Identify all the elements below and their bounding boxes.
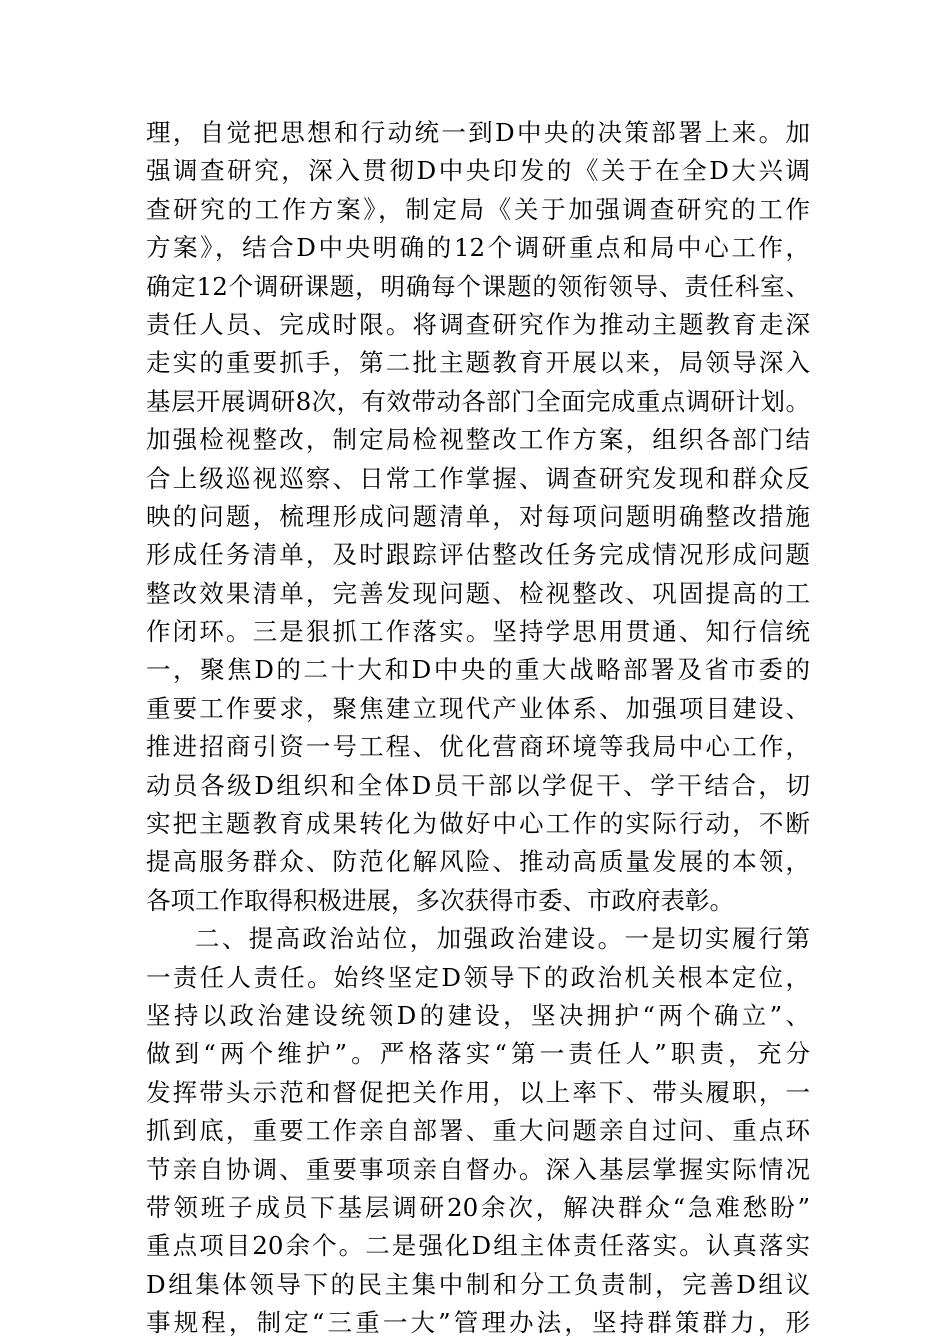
text-line: 重点项目20余个。二是强化D组主体责任落实。认真落实	[146, 1231, 810, 1261]
text-line: 加强检视整改，制定局检视整改工作方案，组织各部门结	[146, 425, 810, 455]
text-line: 一，聚焦D的二十大和D中央的重大战略部署及省市委的	[146, 655, 810, 685]
text-line: 坚持以政治建设统领D的建设，坚决拥护“两个确立”、	[146, 1000, 810, 1030]
paragraph-heading-line: 二、提高政治站位，加强政治建设。一是切实履行第	[195, 924, 810, 954]
text-line: 带领班子成员下基层调研20余次，解决群众“急难愁盼”	[146, 1192, 810, 1222]
text-line: 抓到底，重要工作亲自部署、重大问题亲自过问、重点环	[146, 1116, 810, 1146]
text-line: 发挥带头示范和督促把关作用，以上率下、带头履职，一	[146, 1077, 810, 1107]
text-line: 各项工作取得积极进展，多次获得市委、市政府表彰。	[146, 885, 734, 915]
document-body	[146, 114, 810, 1343]
text-line: 提高服务群众、防范化解风险、推动高质量发展的本领，	[146, 847, 810, 877]
text-line: 节亲自协调、重要事项亲自督办。深入基层掌握实际情况	[146, 1154, 810, 1184]
text-line: 重要工作要求，聚焦建立现代产业体系、加强项目建设、	[146, 693, 810, 723]
text-line: 形成任务清单，及时跟踪评估整改任务完成情况形成问题	[146, 540, 810, 570]
text-line: 映的问题，梳理形成问题清单，对每项问题明确整改措施	[146, 501, 810, 531]
text-line: 作闭环。三是狠抓工作落实。坚持学思用贯通、知行信统	[146, 617, 810, 647]
text-line: 一责任人责任。始终坚定D领导下的政治机关根本定位，	[146, 962, 810, 992]
text-line: 理，自觉把思想和行动统一到D中央的决策部署上来。加	[146, 118, 810, 147]
text-line: 整改效果清单，完善发现问题、检视整改、巩固提高的工	[146, 578, 810, 608]
text-line: 确定12个调研课题，明确每个课题的领衔领导、责任科室、	[146, 271, 810, 301]
text-line: 基层开展调研8次，有效带动各部门全面完成重点调研计划。	[146, 386, 810, 416]
text-line: 动员各级D组织和全体D员干部以学促干、学干结合，切	[146, 770, 810, 800]
text-line: 推进招商引资一号工程、优化营商环境等我局中心工作，	[146, 732, 810, 762]
text-line: 实把主题教育成果转化为做好中心工作的实际行动，不断	[146, 809, 810, 839]
text-line: 责任人员、完成时限。将调查研究作为推动主题教育走深	[146, 309, 810, 339]
text-line: 方案》，结合D中央明确的12个调研重点和局中心工作，	[146, 233, 810, 263]
text-line: 强调查研究，深入贯彻D中央印发的《关于在全D大兴调	[146, 156, 810, 186]
text-line: 做到“两个维护”。严格落实“第一责任人”职责，充分	[146, 1039, 810, 1069]
text-line: 合上级巡视巡察、日常工作掌握、调查研究发现和群众反	[146, 463, 810, 493]
text-line: 事规程，制定“三重一大”管理办法，坚持群策群力，形	[146, 1308, 810, 1338]
text-line: D组集体领导下的民主集中制和分工负责制，完善D组议	[146, 1269, 810, 1299]
text-line: 走实的重要抓手，第二批主题教育开展以来，局领导深入	[146, 348, 810, 378]
text-line: 查研究的工作方案》，制定局《关于加强调查研究的工作	[146, 194, 810, 224]
